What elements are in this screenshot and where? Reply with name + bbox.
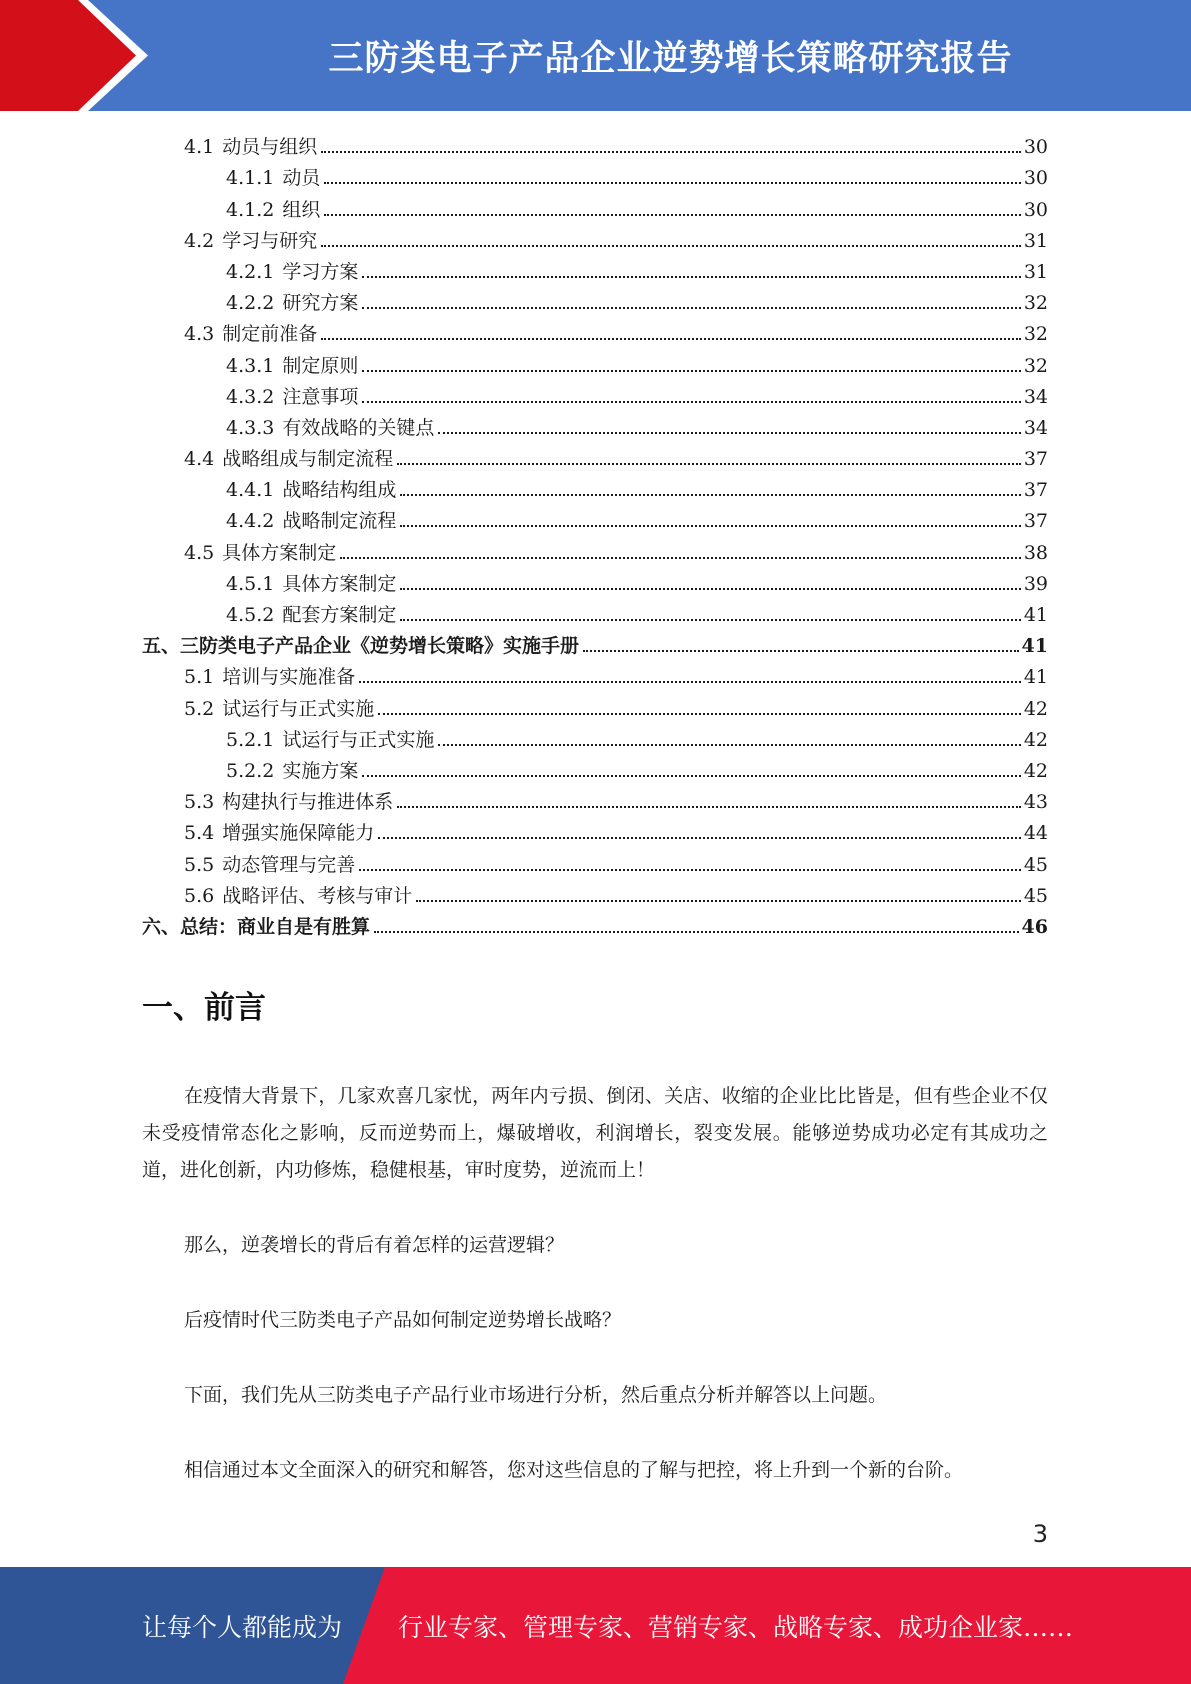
toc-dot-leader bbox=[362, 401, 1020, 403]
toc-entry-title: 学习与研究 bbox=[222, 229, 318, 252]
toc-entry-page: 30 bbox=[1023, 167, 1048, 190]
paragraph: 后疫情时代三防类电子产品如何制定逆势增长战略？ bbox=[184, 1309, 622, 1331]
toc-entry-number: 4.1.2 bbox=[226, 198, 275, 221]
page-header bbox=[0, 0, 1191, 111]
toc-entry-number: 4.1.1 bbox=[226, 167, 275, 190]
toc-entry-number: 4.1 bbox=[184, 136, 215, 159]
toc-entry[interactable] bbox=[142, 440, 1048, 471]
toc-entry-number: 5.1 bbox=[184, 666, 215, 689]
toc-dot-leader bbox=[400, 588, 1020, 590]
toc-entry-title: 试运行与正式实施 bbox=[282, 728, 435, 751]
toc-dot-leader bbox=[362, 307, 1020, 309]
toc-entry[interactable] bbox=[142, 845, 1048, 876]
toc-entry[interactable] bbox=[142, 814, 1048, 845]
toc-dot-leader bbox=[359, 681, 1021, 683]
toc-entry[interactable] bbox=[142, 689, 1048, 720]
toc-entry-title: 制定前准备 bbox=[222, 323, 318, 346]
toc-entry-number: 4.5.2 bbox=[226, 604, 275, 626]
toc-entry-title: 动态管理与完善 bbox=[222, 853, 356, 876]
footer-slogan-right: 行业专家、管理专家、营销专家、战略专家、成功企业家…… bbox=[398, 1612, 1074, 1642]
toc-entry-label bbox=[226, 291, 358, 315]
toc-entry-label bbox=[184, 665, 355, 689]
toc-entry-page: 44 bbox=[1023, 822, 1048, 845]
toc-entry-page: 39 bbox=[1023, 572, 1048, 595]
toc-entry[interactable] bbox=[142, 752, 1048, 783]
toc-entry-label bbox=[226, 354, 358, 378]
toc-entry-label bbox=[184, 229, 317, 253]
toc-entry-title: 具体方案制定 bbox=[282, 572, 397, 595]
toc-dot-leader bbox=[321, 338, 1021, 340]
toc-entry-page: 34 bbox=[1023, 385, 1048, 408]
red-chevron-decoration bbox=[0, 0, 150, 111]
toc-entry-number: 5.2 bbox=[184, 697, 215, 720]
toc-entry-page: 30 bbox=[1023, 136, 1048, 159]
toc-entry-title: 六、总结：商业自是有胜算 bbox=[142, 915, 371, 938]
toc-entry-number: 5.3 bbox=[184, 791, 215, 814]
toc-entry-page: 42 bbox=[1023, 759, 1048, 782]
toc-entry-title: 注意事项 bbox=[282, 385, 359, 408]
toc-entry-title: 增强实施保障能力 bbox=[222, 822, 375, 845]
toc-dot-leader bbox=[378, 837, 1021, 839]
toc-entry[interactable] bbox=[142, 783, 1048, 814]
toc-entry-number: 4.5.1 bbox=[226, 572, 275, 595]
toc-entry[interactable] bbox=[142, 315, 1048, 346]
toc-entry[interactable] bbox=[142, 533, 1048, 564]
toc-entry-number: 4.2.1 bbox=[226, 260, 275, 283]
toc-entry[interactable] bbox=[142, 877, 1048, 908]
toc-entry[interactable] bbox=[142, 159, 1048, 190]
toc-entry-label bbox=[226, 385, 358, 409]
toc-entry-label bbox=[184, 322, 317, 346]
page-footer bbox=[0, 1567, 1191, 1684]
toc-entry[interactable] bbox=[142, 627, 1048, 658]
toc-entry-number: 5.2.1 bbox=[226, 728, 275, 751]
toc-dot-leader bbox=[438, 744, 1020, 746]
toc-entry-page: 46 bbox=[1021, 915, 1048, 938]
toc-dot-leader bbox=[400, 525, 1020, 527]
toc-entry-page: 32 bbox=[1023, 292, 1048, 315]
toc-entry-label bbox=[226, 166, 320, 190]
toc-entry-page: 32 bbox=[1023, 323, 1048, 346]
toc-entry-label bbox=[184, 853, 355, 877]
toc-dot-leader bbox=[359, 869, 1021, 871]
toc-entry[interactable] bbox=[142, 253, 1048, 284]
toc-entry-label bbox=[142, 634, 579, 658]
toc-entry-page: 37 bbox=[1023, 448, 1048, 471]
toc-dot-leader bbox=[340, 557, 1021, 559]
toc-entry-label bbox=[226, 509, 396, 533]
toc-entry-label bbox=[226, 416, 434, 440]
toc-entry[interactable] bbox=[142, 378, 1048, 409]
toc-entry-title: 动员与组织 bbox=[222, 136, 318, 159]
toc-entry-number: 5.6 bbox=[184, 884, 215, 907]
toc-entry-number: 4.4.1 bbox=[226, 479, 275, 502]
toc-entry-title: 学习方案 bbox=[282, 260, 359, 283]
toc-entry-number: 5.2.2 bbox=[226, 759, 275, 782]
toc-entry-page: 34 bbox=[1023, 416, 1048, 439]
toc-dot-leader bbox=[438, 432, 1020, 434]
toc-entry[interactable] bbox=[142, 128, 1048, 159]
toc-entry-label bbox=[226, 728, 434, 752]
toc-entry-page: 45 bbox=[1023, 884, 1048, 907]
body-text bbox=[142, 1078, 1048, 1527]
toc-entry-number: 4.5 bbox=[184, 541, 215, 564]
toc-entry-number: 4.2 bbox=[184, 229, 215, 252]
toc-entry-label bbox=[184, 541, 336, 565]
toc-dot-leader bbox=[362, 775, 1020, 777]
toc-entry-page: 43 bbox=[1023, 791, 1048, 814]
toc-entry-label bbox=[184, 821, 374, 845]
toc-entry-page: 41 bbox=[1023, 666, 1048, 689]
toc-entry-title: 配套方案制定 bbox=[282, 604, 397, 626]
toc-entry[interactable] bbox=[142, 596, 1048, 627]
toc-entry-number: 4.4 bbox=[184, 448, 215, 471]
toc-dot-leader bbox=[324, 214, 1020, 216]
toc-dot-leader bbox=[400, 494, 1020, 496]
toc-entry-label bbox=[184, 790, 393, 814]
paragraph: 那么，逆袭增长的背后有着怎样的运营逻辑？ bbox=[184, 1234, 565, 1256]
toc-entry-label bbox=[226, 478, 396, 502]
toc-dot-leader bbox=[324, 182, 1020, 184]
toc-entry-page: 32 bbox=[1023, 354, 1048, 377]
toc-entry-number: 4.3.1 bbox=[226, 354, 275, 377]
toc-entry-number: 4.4.2 bbox=[226, 510, 275, 533]
toc-entry[interactable] bbox=[142, 658, 1048, 689]
toc-entry-title: 战略结构组成 bbox=[282, 479, 397, 502]
toc-entry-number: 4.3 bbox=[184, 323, 215, 346]
toc-entry-number: 5.4 bbox=[184, 822, 215, 845]
toc-entry[interactable] bbox=[142, 409, 1048, 440]
toc-entry[interactable] bbox=[142, 908, 1048, 939]
toc-entry-number: 4.2.2 bbox=[226, 292, 275, 315]
toc-dot-leader bbox=[583, 650, 1019, 652]
toc-entry[interactable] bbox=[142, 471, 1048, 502]
toc-entry[interactable] bbox=[142, 346, 1048, 377]
toc-entry-page: 37 bbox=[1023, 479, 1048, 502]
toc-entry-label bbox=[184, 135, 317, 159]
toc-entry[interactable] bbox=[142, 721, 1048, 752]
page-number: 3 bbox=[1032, 1520, 1048, 1548]
toc-dot-leader bbox=[378, 713, 1021, 715]
toc-entry-title: 战略评估、考核与审计 bbox=[222, 884, 413, 907]
toc-dot-leader bbox=[374, 931, 1019, 933]
toc-entry-title: 制定原则 bbox=[282, 354, 359, 377]
toc-entry[interactable] bbox=[142, 502, 1048, 533]
toc-dot-leader bbox=[416, 900, 1021, 902]
toc-entry[interactable] bbox=[142, 565, 1048, 596]
toc-entry-title: 有效战略的关键点 bbox=[282, 416, 435, 439]
paragraph: 下面，我们先从三防类电子产品行业市场进行分析，然后重点分析并解答以上问题。 bbox=[184, 1384, 888, 1406]
footer-slogan-left: 让每个人都能成为 bbox=[142, 1612, 343, 1642]
toc-entry[interactable] bbox=[142, 190, 1048, 221]
toc-entry-page: 37 bbox=[1023, 510, 1048, 533]
toc-dot-leader bbox=[362, 276, 1020, 278]
toc-entry-page: 31 bbox=[1023, 260, 1048, 283]
toc-entry-title: 试运行与正式实施 bbox=[222, 697, 375, 720]
toc-entry-number: 5.5 bbox=[184, 853, 215, 876]
toc-entry-title: 战略制定流程 bbox=[282, 510, 397, 533]
toc-dot-leader bbox=[397, 806, 1021, 808]
toc-dot-leader bbox=[321, 151, 1021, 153]
toc-entry-page: 30 bbox=[1023, 198, 1048, 221]
toc-entry-title: 研究方案 bbox=[282, 292, 359, 315]
toc-entry-page: 31 bbox=[1023, 229, 1048, 252]
toc-entry-number: 4.3.3 bbox=[226, 416, 275, 439]
paragraph: 相信通过本文全面深入的研究和解答，您对这些信息的了解与把控，将上升到一个新的台阶。 bbox=[184, 1459, 964, 1481]
toc-entry-title: 构建执行与推进体系 bbox=[222, 791, 394, 814]
toc-entry-page: 45 bbox=[1023, 853, 1048, 876]
toc-entry-title: 组织 bbox=[282, 198, 321, 221]
toc-dot-leader bbox=[397, 463, 1021, 465]
toc-dot-leader bbox=[400, 619, 1020, 621]
toc-dot-leader bbox=[362, 370, 1020, 372]
table-of-contents bbox=[142, 128, 1048, 939]
toc-entry-label bbox=[226, 759, 358, 783]
toc-entry-label bbox=[142, 915, 370, 939]
toc-entry-title: 培训与实施准备 bbox=[222, 666, 356, 689]
toc-dot-leader bbox=[321, 245, 1021, 247]
toc-entry-label bbox=[184, 697, 374, 721]
toc-entry-title: 实施方案 bbox=[282, 759, 359, 782]
toc-entry-label bbox=[226, 572, 396, 596]
section-heading: 一、前言 bbox=[142, 990, 266, 1026]
toc-entry-page: 38 bbox=[1023, 541, 1048, 564]
toc-entry-page: 42 bbox=[1023, 697, 1048, 720]
toc-entry-page: 41 bbox=[1023, 604, 1048, 626]
toc-entry-label bbox=[226, 198, 320, 222]
toc-entry-title: 动员 bbox=[282, 167, 321, 190]
toc-entry-number: 4.3.2 bbox=[226, 385, 275, 408]
toc-entry-label bbox=[226, 603, 396, 627]
toc-entry[interactable] bbox=[142, 222, 1048, 253]
toc-entry-label bbox=[226, 260, 358, 284]
toc-entry-title: 五、三防类电子产品企业《逆势增长策略》实施手册 bbox=[142, 635, 580, 658]
toc-entry-title: 战略组成与制定流程 bbox=[222, 448, 394, 471]
report-title: 三防类电子产品企业逆势增长策略研究报告 bbox=[328, 38, 1013, 79]
toc-entry[interactable] bbox=[142, 284, 1048, 315]
toc-entry-page: 42 bbox=[1023, 728, 1048, 751]
toc-entry-page: 41 bbox=[1021, 635, 1048, 658]
paragraph: 在疫情大背景下，几家欢喜几家忧，两年内亏损、倒闭、关店、收缩的企业比比皆是，但有些企业不仅未受疫情常态化之影响，反而逆势而上，爆破增收，利润增长，裂变发展。能够逆势成功必定有其成功之道，进化创新，内功修炼，稳健根基，审时度势，逆流而上！ bbox=[142, 1085, 1048, 1181]
toc-entry-label bbox=[184, 447, 393, 471]
toc-entry-title: 具体方案制定 bbox=[222, 541, 337, 564]
toc-entry-label bbox=[184, 884, 412, 908]
